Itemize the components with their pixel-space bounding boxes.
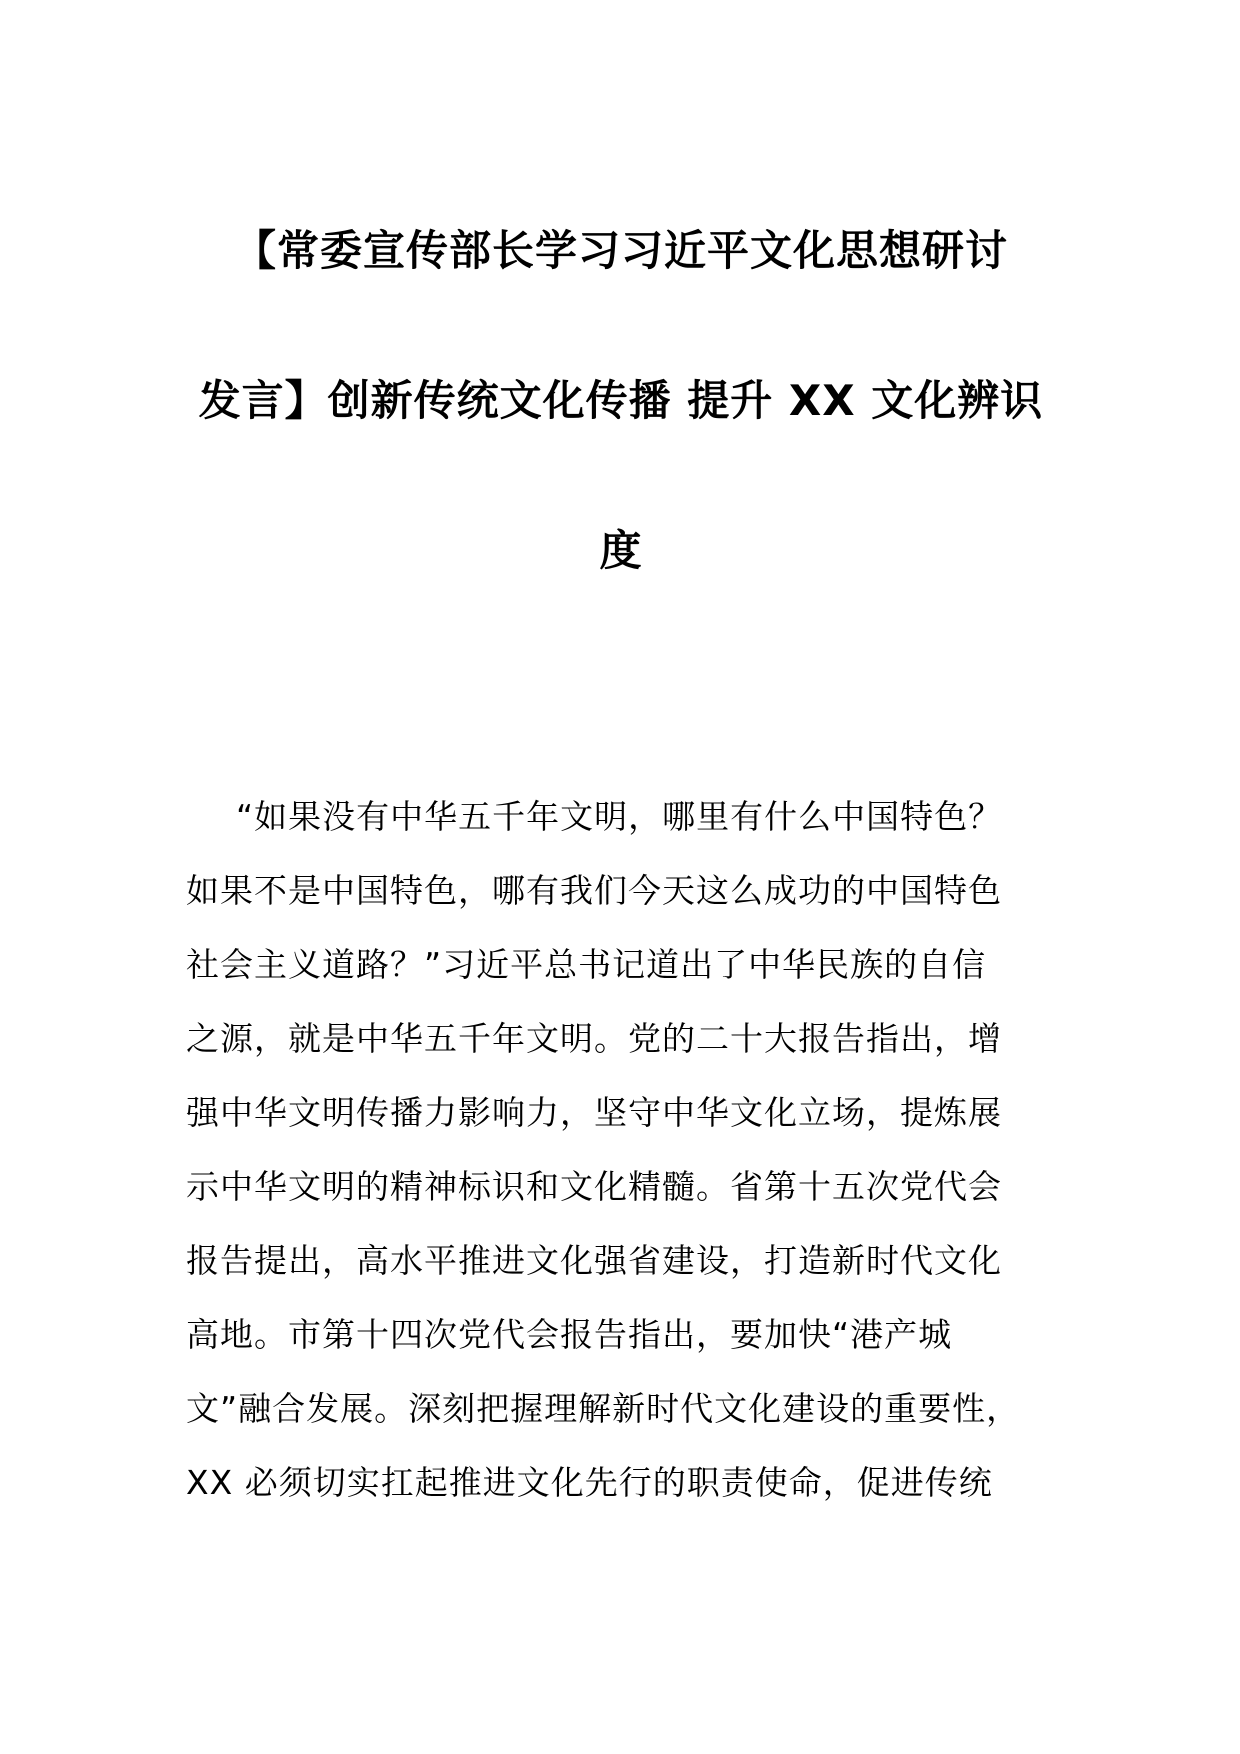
title-line: 度 [599,526,643,575]
body-line: 强中华文明传播力影响力，坚守中华文化立场，提炼展 [186,1093,1002,1132]
title-line: 发言】创新传统文化传播 提升 XX 文化辨识 [198,376,1044,425]
body-line: 报告提出，高水平推进文化强省建设，打造新时代文化 [186,1241,1002,1280]
body-line: 之源，就是中华五千年文明。党的二十大报告指出，增 [186,1019,1002,1058]
body-line: 高地。市第十四次党代会报告指出，要加快“港产城 [186,1315,953,1354]
body-paragraph [186,780,1066,1520]
body-line: XX 必须切实扛起推进文化先行的职责使命，促进传统 [186,1463,993,1502]
document-title [186,176,1056,626]
body-line: “如果没有中华五千年文明，哪里有什么中国特色？ [236,797,1003,836]
body-line: 如果不是中国特色，哪有我们今天这么成功的中国特色 [186,871,1002,910]
body-line: 示中华文明的精神标识和文化精髓。省第十五次党代会 [186,1167,1002,1206]
body-line: 社会主义道路？”习近平总书记道出了中华民族的自信 [186,945,987,984]
body-line: 文”融合发展。深刻把握理解新时代文化建设的重要性， [186,1389,1021,1428]
title-line: 【常委宣传部长学习习近平文化思想研讨 [233,226,1008,275]
